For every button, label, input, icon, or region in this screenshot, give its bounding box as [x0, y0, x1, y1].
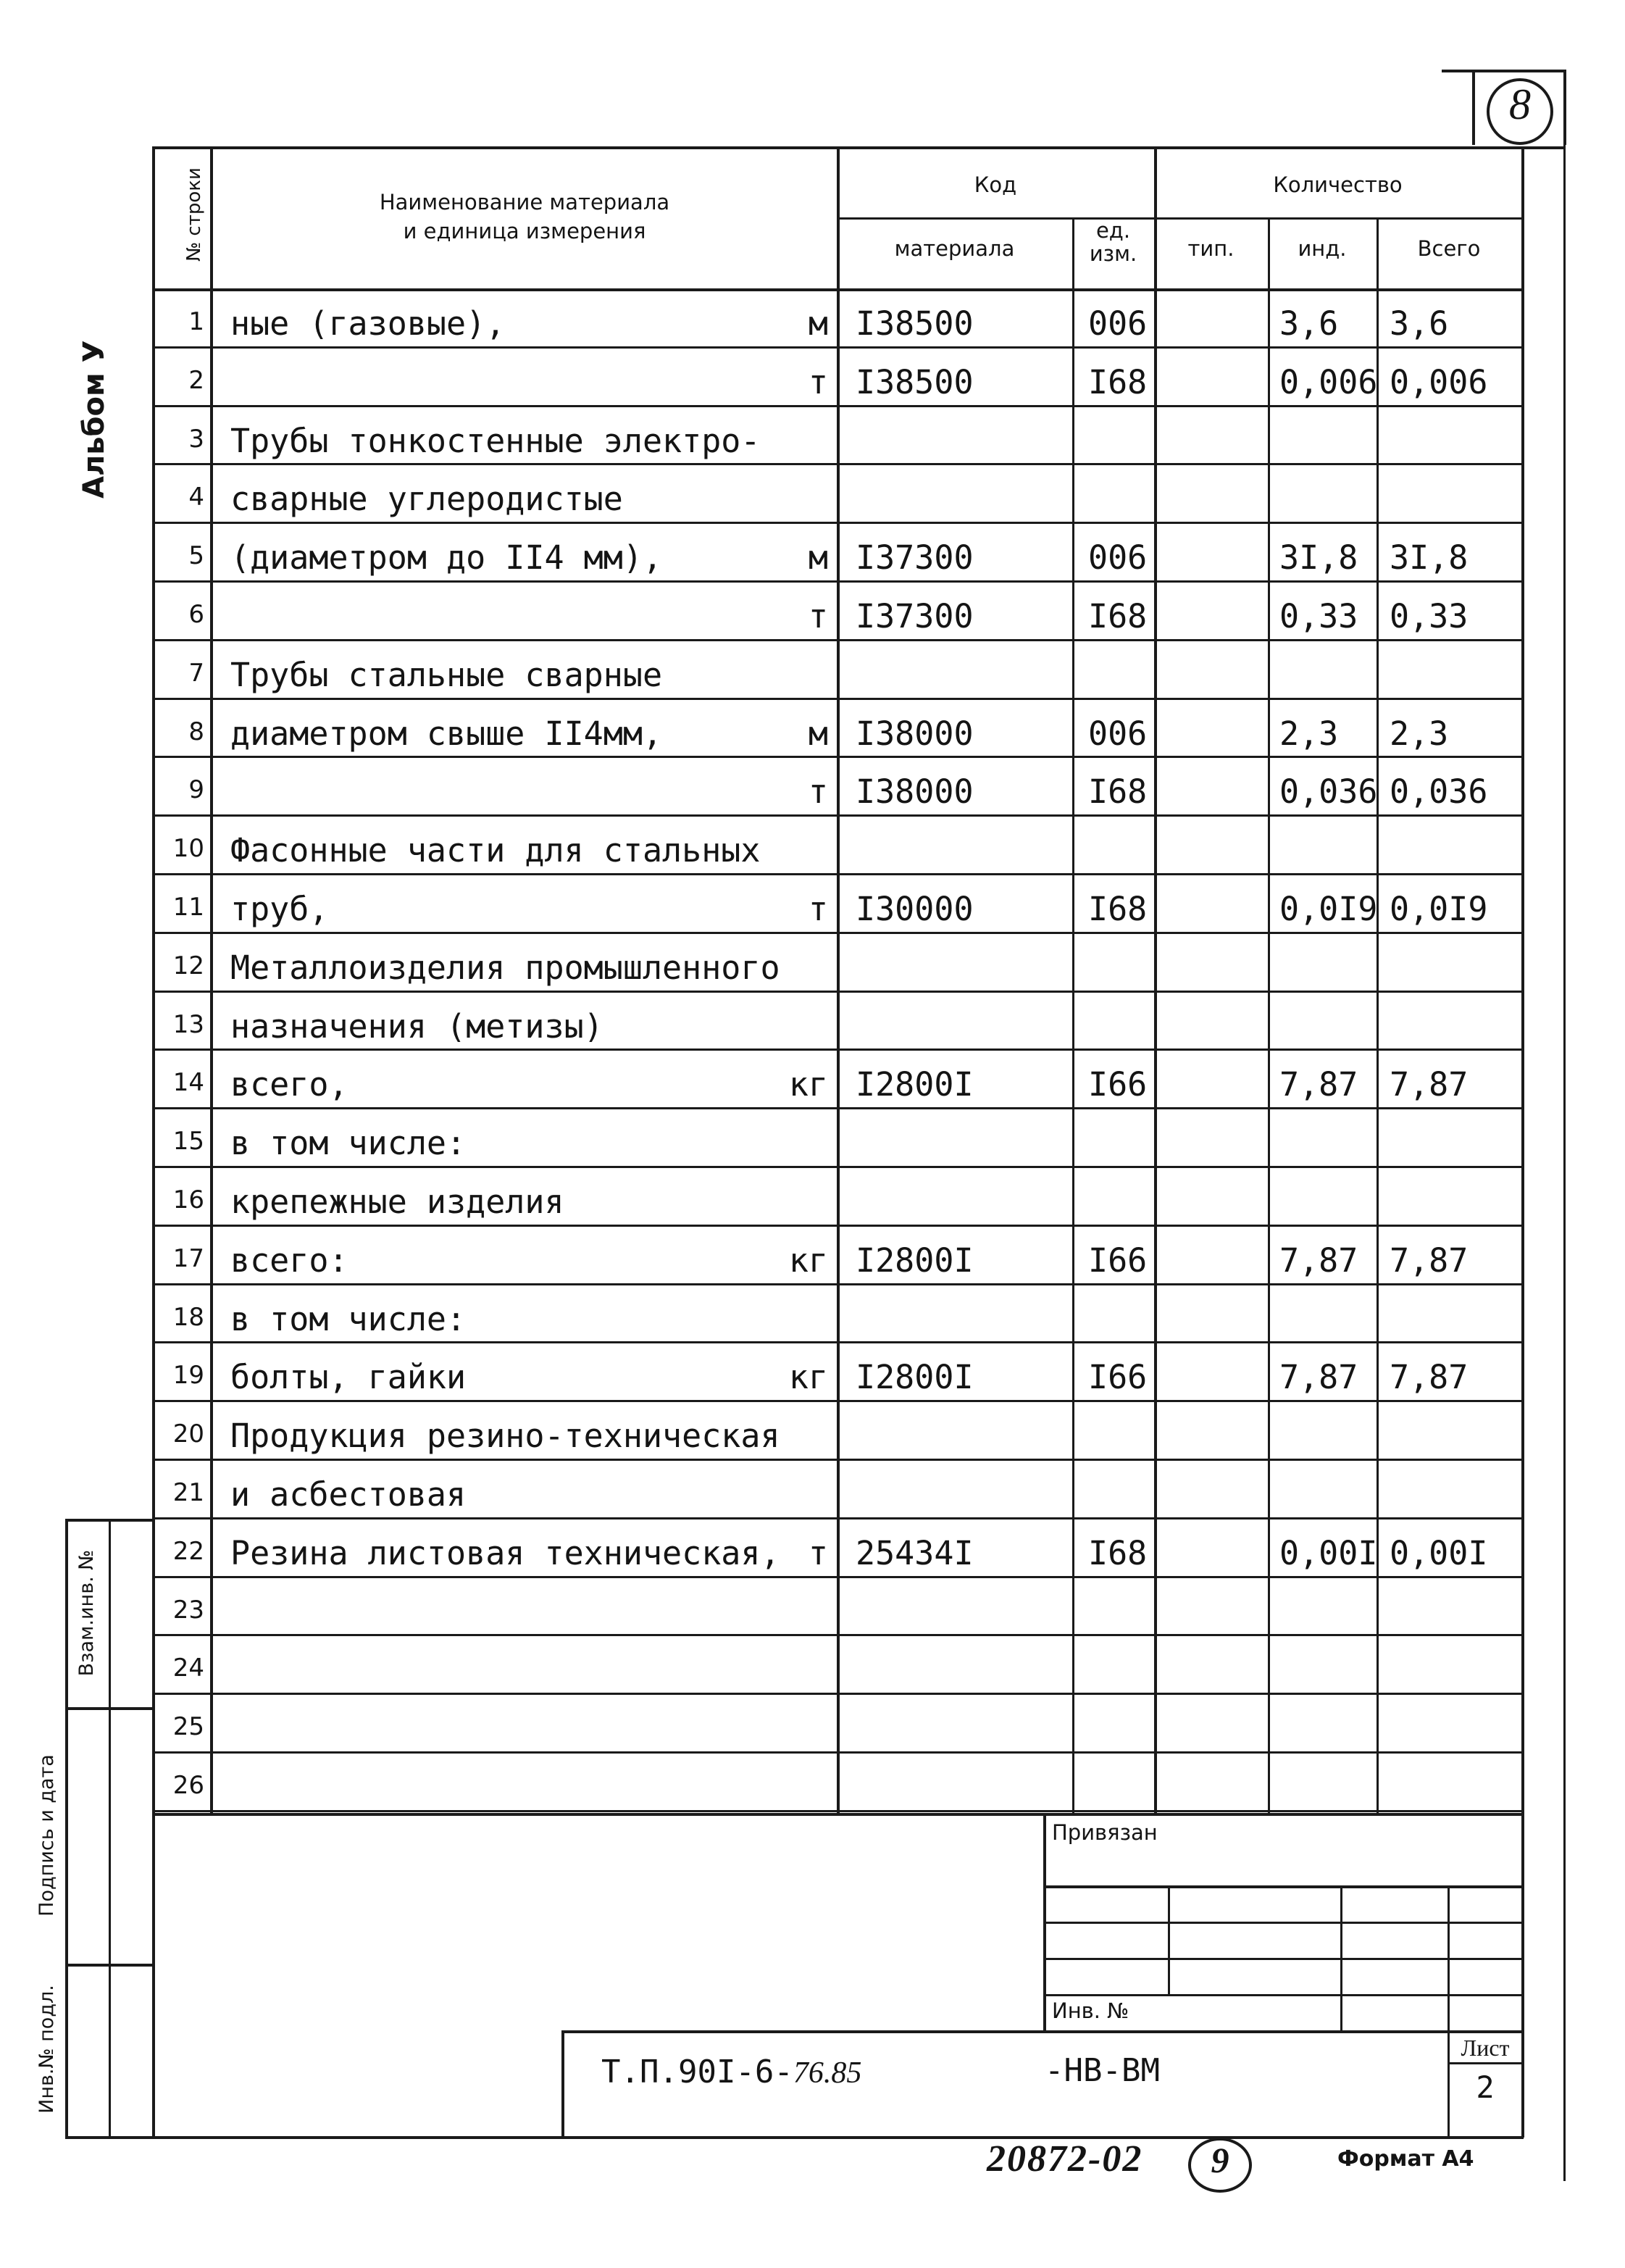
qty-total: 0,00I	[1390, 1533, 1488, 1572]
qty-total: 7,87	[1390, 1241, 1469, 1280]
stamp-sheet-sep	[1448, 2062, 1521, 2064]
material-code: I2800I	[856, 1241, 974, 1280]
material-name: Трубы стальные сварные	[230, 655, 663, 694]
qty-total: 7,87	[1390, 1358, 1469, 1397]
table-row	[152, 524, 1521, 583]
album-label: Альбом У	[78, 340, 111, 499]
qty-ind: 0,00I	[1279, 1533, 1378, 1572]
qty-ind: 7,87	[1279, 1065, 1358, 1104]
table-row	[152, 817, 1521, 875]
side-stamp-left	[65, 1519, 68, 2138]
material-code: I38500	[856, 304, 974, 343]
row-number: 20	[172, 1419, 204, 1449]
header-qty-total: Всего	[1417, 236, 1481, 261]
material-name: крепежные изделия	[230, 1183, 564, 1221]
row-number: 7	[188, 658, 204, 688]
side-stamp-sep1	[65, 1707, 152, 1710]
unit-label: т	[808, 890, 828, 928]
row-number: 22	[172, 1536, 204, 1566]
footer-format: Формат А4	[1337, 2146, 1474, 2172]
side-stamp-inv-podl: Инв.№ подл.	[35, 1985, 58, 2114]
unit-code: I68	[1088, 772, 1148, 812]
qty-ind: 7,87	[1279, 1241, 1358, 1280]
qty-total: 7,87	[1390, 1065, 1469, 1104]
row-number: 6	[188, 600, 204, 629]
row-number: 16	[172, 1185, 204, 1214]
material-code: I37300	[856, 597, 974, 635]
frame-right	[1521, 146, 1524, 2138]
header-code-unit-line1: ед.	[1095, 218, 1131, 243]
header-name-line2: и единица измерения	[403, 219, 646, 243]
unit-code: 006	[1088, 538, 1148, 578]
material-name: в том числе:	[230, 1299, 467, 1338]
table-row	[152, 1402, 1521, 1461]
table-row	[152, 290, 1521, 349]
header-mid-line	[837, 217, 1521, 220]
material-name: и асбестовая	[230, 1475, 467, 1514]
unit-code: I66	[1088, 1065, 1148, 1104]
qty-ind: 0,0I9	[1279, 890, 1378, 928]
table-row	[152, 407, 1521, 466]
table-row	[152, 1285, 1521, 1344]
stamp-doc-left	[561, 2030, 564, 2138]
table-row	[152, 1227, 1521, 1285]
row-number: 13	[172, 1009, 204, 1039]
row-number: 12	[172, 951, 204, 980]
unit-label: кг	[788, 1065, 828, 1104]
stamp-doc-code	[601, 2054, 861, 2090]
material-name: всего:	[230, 1241, 348, 1280]
page-number-box-top	[1442, 70, 1566, 72]
frame-right-outer	[1563, 145, 1566, 2181]
row-number: 4	[188, 483, 204, 512]
qty-ind: 3I,8	[1279, 538, 1358, 578]
material-name: Трубы тонкостенные электро-	[230, 421, 761, 460]
qty-ind: 3,6	[1279, 304, 1339, 343]
material-name: Резина листовая техническая,	[230, 1533, 780, 1572]
table-row	[152, 583, 1521, 641]
side-stamp-bottom	[65, 2136, 152, 2139]
row-number: 10	[172, 834, 204, 864]
side-stamp-top	[65, 1519, 152, 1522]
row-number: 18	[172, 1302, 204, 1332]
stamp-line-2	[1043, 1922, 1521, 1924]
stamp-col-1	[1168, 1885, 1170, 1994]
side-stamp-podpis: Подпись и дата	[35, 1754, 58, 1917]
table-row	[152, 1578, 1521, 1637]
qty-ind: 0,036	[1279, 772, 1378, 812]
material-name: болты, гайки	[230, 1358, 467, 1397]
page-number-box-left	[1472, 70, 1475, 145]
row-number: 2	[188, 365, 204, 395]
material-name: Продукция резино-техническая	[230, 1417, 780, 1456]
row-number: 15	[172, 1127, 204, 1156]
doc-code-left: Т.П.90I-6-	[601, 2054, 793, 2090]
table-row	[152, 875, 1521, 934]
row-number: 19	[172, 1361, 204, 1391]
header-qty-typ: тип.	[1187, 236, 1235, 261]
table-row	[152, 700, 1521, 759]
header-code-unit	[1072, 219, 1154, 265]
material-code: 25434I	[856, 1533, 974, 1572]
material-name: Металлоизделия промышленного	[230, 948, 780, 987]
row-number: 9	[188, 775, 204, 805]
header-code-unit-line2: изм.	[1089, 241, 1137, 266]
materials-table	[152, 290, 1521, 1813]
header-code-group: Код	[974, 172, 1017, 197]
stamp-privyazan: Привязан	[1052, 1820, 1158, 1845]
unit-label: т	[808, 597, 828, 635]
side-stamp-sep2	[65, 1964, 152, 1967]
unit-label: кг	[788, 1358, 828, 1397]
table-bottom-line	[152, 1813, 1521, 1816]
table-row	[152, 758, 1521, 817]
stamp-sheet-label: Лист	[1461, 2035, 1510, 2061]
row-number: 17	[172, 1243, 204, 1273]
row-number: 11	[172, 893, 204, 922]
table-row	[152, 349, 1521, 407]
qty-ind: 0,006	[1279, 362, 1378, 401]
stamp-doc-suffix: -НВ-ВМ	[1045, 2052, 1160, 2089]
unit-code: 006	[1088, 714, 1148, 753]
side-stamp-vzam: Взам.инв. №	[75, 1549, 98, 1677]
table-row	[152, 934, 1521, 993]
unit-code: I68	[1088, 1533, 1148, 1572]
unit-code: I66	[1088, 1241, 1148, 1280]
material-name: ные (газовые),	[230, 304, 506, 343]
header-qty-group: Количество	[1273, 172, 1403, 197]
material-name: сварные углеродистые	[230, 480, 623, 519]
row-number: 23	[172, 1595, 204, 1625]
header-qty-ind: инд.	[1298, 236, 1347, 261]
material-code: I37300	[856, 538, 974, 578]
material-code: I38500	[856, 362, 974, 401]
frame-bottom	[152, 2136, 1524, 2139]
row-number: 8	[188, 717, 204, 746]
material-name: всего,	[230, 1065, 348, 1104]
table-row	[152, 993, 1521, 1051]
page-number-box-right	[1563, 70, 1566, 145]
qty-ind: 2,3	[1279, 714, 1339, 753]
qty-total: 0,0I9	[1390, 890, 1488, 928]
unit-label: кг	[788, 1241, 828, 1280]
material-name: труб,	[230, 890, 329, 928]
table-row	[152, 1695, 1521, 1754]
material-name: назначения (метизы)	[230, 1006, 603, 1046]
frame-top	[152, 146, 1565, 149]
stamp-sheet-number: 2	[1476, 2069, 1495, 2105]
qty-ind: 7,87	[1279, 1358, 1358, 1397]
material-code: I38000	[856, 772, 974, 812]
row-number: 25	[172, 1712, 204, 1742]
row-number: 21	[172, 1478, 204, 1507]
unit-label: м	[808, 714, 828, 753]
header-code-material: материала	[894, 236, 1015, 261]
unit-label: м	[808, 538, 828, 578]
table-row	[152, 641, 1521, 700]
unit-code: I68	[1088, 362, 1148, 401]
material-name: Фасонные части для стальных	[230, 831, 761, 870]
row-number: 1	[188, 307, 204, 336]
unit-code: I66	[1088, 1358, 1148, 1397]
unit-label: т	[808, 1533, 828, 1572]
table-row	[152, 1343, 1521, 1402]
row-divider	[152, 1810, 1521, 1812]
unit-code: 006	[1088, 304, 1148, 343]
material-code: I2800I	[856, 1065, 974, 1104]
unit-label: т	[808, 772, 828, 812]
material-name: диаметром свыше II4мм,	[230, 714, 663, 753]
stamp-line-3	[1043, 1958, 1521, 1960]
table-row	[152, 1754, 1521, 1812]
row-number: 24	[172, 1654, 204, 1683]
table-row	[152, 1519, 1521, 1578]
footer-stamp-number: 20872-02	[987, 2138, 1143, 2180]
material-code: I38000	[856, 714, 974, 753]
material-code: I30000	[856, 890, 974, 928]
table-row	[152, 465, 1521, 524]
unit-code: I68	[1088, 890, 1148, 928]
qty-total: 0,33	[1390, 597, 1469, 635]
unit-label: м	[808, 304, 828, 343]
row-number: 3	[188, 424, 204, 454]
table-row	[152, 1461, 1521, 1519]
qty-total: 0,036	[1390, 772, 1488, 812]
qty-total: 2,3	[1390, 714, 1449, 753]
unit-label: т	[808, 362, 828, 401]
qty-total: 3I,8	[1390, 538, 1469, 578]
stamp-inv-no: Инв. №	[1052, 1998, 1129, 2023]
doc-code-handwritten: 76.85	[793, 2056, 862, 2090]
material-name: в том числе:	[230, 1124, 467, 1163]
table-row	[152, 1168, 1521, 1227]
material-code: I2800I	[856, 1358, 974, 1397]
unit-code: I68	[1088, 597, 1148, 635]
table-row	[152, 1636, 1521, 1695]
stamp-line-1	[1043, 1885, 1521, 1888]
row-number: 5	[188, 541, 204, 571]
side-stamp-mid	[109, 1519, 111, 2138]
row-number: 14	[172, 1068, 204, 1098]
table-row	[152, 1109, 1521, 1168]
footer-circled-number: 9	[1211, 2140, 1229, 2180]
qty-ind: 0,33	[1279, 597, 1358, 635]
material-name: (диаметром до II4 мм),	[230, 538, 663, 578]
table-row	[152, 1051, 1521, 1109]
qty-total: 0,006	[1390, 362, 1488, 401]
qty-total: 3,6	[1390, 304, 1449, 343]
header-row-no: № строки	[183, 167, 205, 262]
page-number: 8	[1509, 80, 1531, 128]
header-name-line1: Наименование материала	[379, 190, 670, 214]
row-number: 26	[172, 1771, 204, 1800]
stamp-doc-line	[561, 2030, 1521, 2033]
stamp-line-4	[1043, 1994, 1521, 1996]
stamp-col-2	[1340, 1885, 1342, 2030]
